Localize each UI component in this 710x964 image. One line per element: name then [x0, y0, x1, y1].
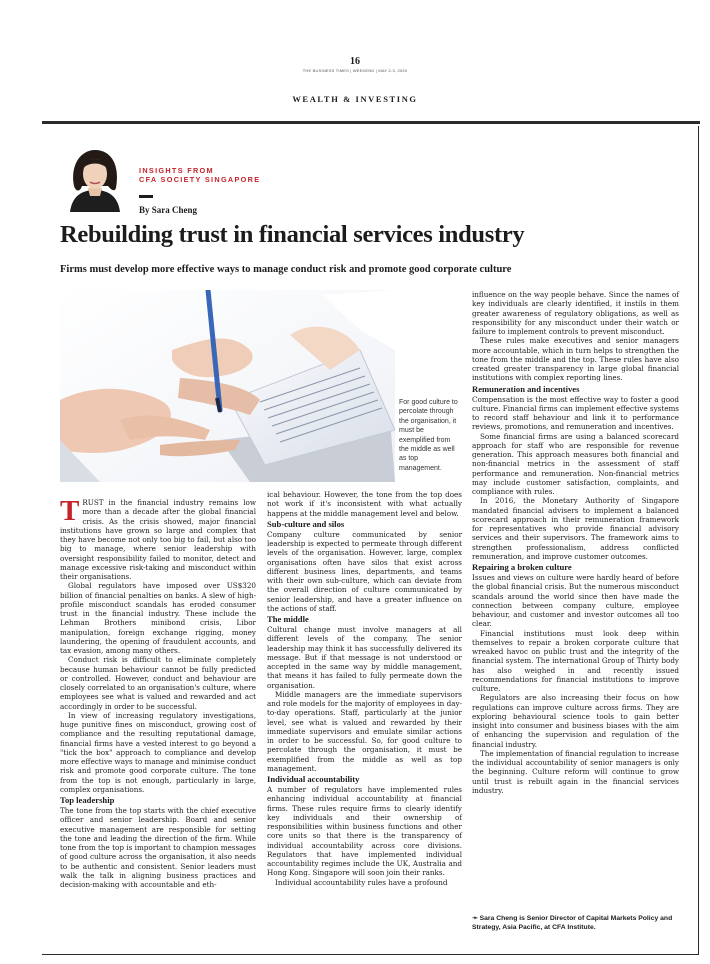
byline: By Sara Cheng: [139, 205, 198, 215]
paragraph: In view of increasing regulatory investigations, huge punitive fines on misconduct, growing cost of compliance and the resulting reputational damage, financial firms have a vested interest to go beyond a "tick the box" approach to compliance and develop more effective ways to manage and minimise conduct risk and promote good corporate culture. The tone from the top is not enough, particularly in large, complex organisations.: [60, 710, 256, 794]
paragraph: Cultural change must involve managers at all different levels of the company. The senior leadership may think it has successfully delivered its message. But if that message is not understood or accepted in the same way by middle management, that means it has failed to fully permeate down the organisation.: [267, 625, 462, 690]
paragraph: The implementation of financial regulation to increase the individual accountability of senior managers is only the beginning. Culture reform will continue to grow until trust is rebuilt again in the financial services industry.: [472, 748, 679, 795]
paragraph: Issues and views on culture were hardly heard of before the global financial crisis. But the numerous misconduct scandals around the world since then have made the connection between company culture, employee behaviour, and customer and investor outcomes all too clear.: [472, 573, 679, 629]
kicker-cfa-society: CFA SOCIETY SINGAPORE: [139, 175, 261, 184]
subhead-sub-culture: Sub-culture and silos: [267, 518, 345, 529]
paragraph: Compensation is the most effective way to foster a good culture. Financial firms can implement effective systems to record staff behaviour and link it to performance reviews, promotions, and remuneration and incentives.: [472, 394, 679, 432]
paragraph: Regulators are also increasing their focus on how regulations can improve culture across firms. They are exploring behavioural science tools to gain better insight into consumer and business biases with the aim of enhancing the supervision and regulation of the financial industry.: [472, 693, 679, 749]
column-1: [60, 495, 256, 889]
paragraph: TRUST in the financial industry remains low more than a decade after the global financial crisis. As the crisis showed, major financial institutions have grown so large and complex that they have become not only too big to fail, but also too big to manage, where senior leadership with oversight responsibility failed to monitor, detect and manage excessive risk-taking and misconduct within their organisations.: [60, 495, 256, 581]
section-title: WEALTH & INVESTING: [292, 94, 418, 104]
paragraph: The tone from the top starts with the chief executive officer and senior leadership. Board and senior executive management are responsible for setting the tone and leading the direction of the firm. While tone from the top is important to champion messages of good culture across the organisation, it also needs to be authentic and consistent. Senior leaders must walk the talk in aligning business practices and decision-making with accountable and eth-: [60, 806, 256, 889]
paragraph: ical behaviour. However, the tone from the top does not work if it's inconsistent with what actually happens at the middle management level and below.: [267, 490, 462, 518]
photo-caption: For good culture to percolate through the organisation, it must be exemplified from the middle as well as top management.: [399, 399, 458, 472]
page-number: 16: [350, 56, 360, 67]
kicker-insights-from: INSIGHTS FROM: [139, 166, 214, 175]
column-3: [472, 290, 679, 795]
author-photo: [60, 146, 130, 212]
paragraph: Financial institutions must look deep within themselves to repair a broken corporate culture that wreaked havoc on public trust and the integrity of the financial system. The international Group of Thirty body has also weighed in and recently issued recommendations for financial institutions to improve culture.: [472, 628, 679, 693]
paragraph: Some financial firms are using a balanced scorecard approach for staff who are responsible for revenue generation. This approach measures both financial and non-financial metrics in the assessment of staff performance and remuneration. Non-financial metrics may include customer satisfaction, complaints, and compliance with rules.: [472, 431, 679, 496]
paragraph: In 2016, the Monetary Authority of Singapore mandated financial advisers to implement a balanced scorecard approach in their remuneration framework for representatives who provide financial advisory services and their supervisors. The framework aims to strengthen professionalism, address conflicted remuneration, and improve customer outcomes.: [472, 496, 679, 561]
subhead-remuneration: Remuneration and incentives: [472, 383, 580, 394]
author-bio-text: Sara Cheng is Senior Director of Capital Markets Policy and Strategy, Asia Pacific, at CFA Institute.: [472, 915, 673, 931]
arrow-icon: ➛: [472, 915, 478, 922]
article-photo: [60, 290, 395, 482]
paragraph: A number of regulators have implemented rules enhancing individual accountability at financial firms. These rules require firms to clearly identify key individuals and their ownership of responsibilities within business functions and other core units so that there is the transparency of individual accountability across core divisions. Regulators that have implemented individual accountability regimes include the UK, Australia and Hong Kong. Singapore will soon join their ranks.: [267, 785, 462, 878]
paragraph: Conduct risk is difficult to eliminate completely because human behaviour cannot be fully predicted or controlled. However, conduct and behaviour are closely correlated to an organisation's culture, where employees see what is valued and rewarded and act accordingly in order to be successful.: [60, 655, 256, 711]
subhead-individual-accountability: Individual accountability: [267, 774, 360, 784]
kicker-divider: [139, 195, 153, 198]
subhead-repairing-culture: Repairing a broken culture: [472, 562, 572, 572]
dateline: THE BUSINESS TIMES | WEEKEND | MAY 2-3, 2020: [302, 68, 408, 73]
paragraph: These rules make executives and senior managers more accountable, which in turn helps to strengthen the tone from the middle and the top. These rules have also created greater transparency in large global financial institutions with complex reporting lines.: [472, 336, 679, 383]
subhead-the-middle: The middle: [267, 614, 309, 624]
headline: Rebuilding trust in financial services industry: [60, 221, 525, 248]
paragraph: influence on the way people behave. Since the names of key individuals are clearly identified, it instils in them greater awareness of regulatory obligations, as well as responsibility for any misconduct under their watch or failure to implement controls to prevent misconduct.: [472, 290, 679, 336]
deck: Firms must develop more effective ways to manage conduct risk and promote good corporate culture: [60, 264, 512, 275]
subhead-top-leadership: Top leadership: [60, 795, 115, 805]
paragraph: Company culture communicated by senior leadership is expected to permeate through different levels of the organisation. However, large, complex organisations often have silos that exist across different business lines, departments, and teams with their own sub-culture, which can deviate from the overall direction of culture communicated by senior leadership, and have a greater influence on the actions of staff.: [267, 529, 462, 613]
section-rule: [42, 121, 700, 124]
paragraph: Global regulators have imposed over US$320 billion of financial penalties on banks. A slew of high-profile misconduct scandals has eroded consumer trust in the financial industry. These include the Lehman Brothers minibond crisis, Libor manipulation, foreign exchange rigging, money laundering, the opening of fraudulent accounts, and tax evasion, among many others.: [60, 581, 256, 655]
column-2: [267, 490, 462, 887]
paragraph: Individual accountability rules have a profound: [275, 877, 448, 887]
paragraph: Middle managers are the immediate supervisors and role models for the majority of employees in day-to-day operations. Staff, particularly at the junior level, see what is valued and rewarded by their immediate supervisors and emulate similar actions in order to be successful. So, for good culture to percolate through the organisation, it must be exemplified from the middle as well as top management.: [267, 689, 462, 773]
author-bio: [472, 914, 679, 932]
drop-cap: T: [60, 495, 80, 527]
